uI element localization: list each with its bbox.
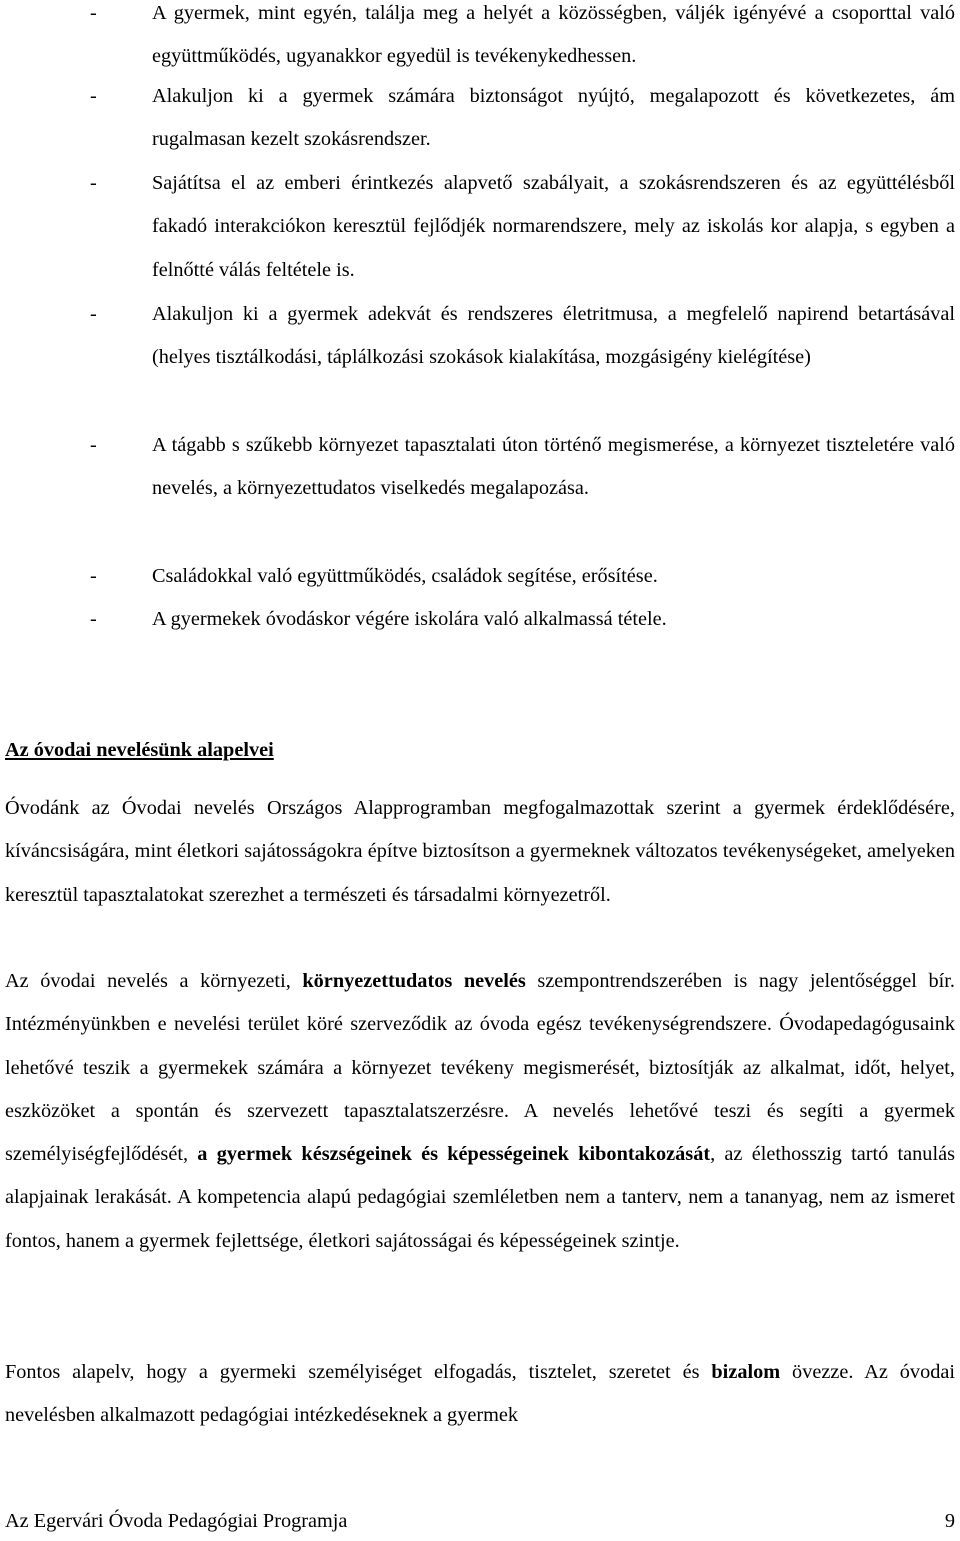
list-item-text: A gyermek, mint egyén, találja meg a helyét a közösségben, váljék igényévé a csoporttal való együttműködés, ugyanakkor egyedül is tevékenykedhessen. [152, 2, 955, 68]
list-dash: - [90, 608, 97, 630]
bold-phrase: a gyermek készségeinek és képességeinek kibontakozását [197, 1143, 711, 1166]
paragraph-text: Fontos alapelv, hogy a gyermeki személyiséget elfogadás, tisztelet, szeretet és [5, 1361, 712, 1383]
paragraph-trust [5, 1351, 955, 1438]
paragraph-intro: Óvodánk az Óvodai nevelés Országos Alapprogramban megfogalmazottak szerint a gyermek érdeklődésére, kíváncsiságára, mint életkori sajátosságokra építve biztosítson a gyermeknek változatos tevékenységeket, amelyeken keresztül tapasztalatokat szerezhet a természeti és társadalmi környezetről. [5, 797, 955, 906]
list-item-text: Alakuljon ki a gyermek számára biztonságot nyújtó, megalapozott és következetes, ám rugalmasan kezelt szokásrendszer. [152, 85, 955, 151]
list-dash: - [90, 434, 97, 456]
footer-title: Az Egervári Óvoda Pedagógiai Programja [5, 1510, 348, 1532]
list-item-text: Alakuljon ki a gyermek adekvát és rendszeres életritmusa, a megfelelő napirend betartásával (helyes tisztálkodási, táplálkozási szokások kialakítása, mozgásigény kielégítése) [152, 303, 955, 369]
list-item-text: Sajátítsa el az emberi érintkezés alapvető szabályait, a szokásrendszeren és az együttélésből fakadó interakciókon keresztül fejlődjék normarendszere, mely az iskolás kor alapja, s egyben a felnőtté válás feltétele is. [152, 172, 955, 281]
paragraph-text: , az élethosszig tartó tanulás alapjainak lerakását. A kompetencia alapú pedagógiai szemléletben nem a tanterv, nem a tananyag, nem az ismeret fontos, hanem a gyermek fejlettsége, életkori sajátosságai és képességeinek szintje. [5, 1143, 955, 1252]
bold-phrase: bizalom [711, 1361, 781, 1383]
list-dash: - [90, 303, 97, 325]
page-number: 9 [944, 1510, 955, 1532]
paragraph-text: szempontrendszerében is nagy jelentőséggel bír. Intézményünkben e nevelési terület köré szerveződik az óvoda egész tevékenységrendszere. Óvodapedagógusaink lehetővé teszik a gyermekek számára a környezet tevékeny megismerését, biztosítják az alkalmat, időt, helyet, eszközöket a spontán és szervezett tapasztalatszerzésre. A nevelés lehetővé teszi és segíti a gyermek személyiségfejlődését, [5, 970, 955, 1166]
paragraph-environmental-education [5, 960, 955, 1263]
list-dash: - [90, 85, 97, 107]
bold-phrase: környezettudatos nevelés [302, 970, 526, 992]
section-heading: Az óvodai nevelésünk alapelvei [5, 739, 274, 761]
list-item-text: A gyermekek óvodáskor végére iskolára való alkalmassá tétele. [152, 608, 667, 630]
list-item-text: A tágabb s szűkebb környezet tapasztalati úton történő megismerése, a környezet tiszteletére való nevelés, a környezettudatos viselkedés megalapozása. [152, 434, 955, 500]
list-item-text: Családokkal való együttműködés, családok segítése, erősítése. [152, 565, 658, 587]
list-dash: - [90, 2, 97, 24]
list-dash: - [90, 172, 97, 194]
paragraph-text: övezze. Az óvodai nevelésben alkalmazott pedagógiai intézkedéseknek a gyermek [5, 1361, 955, 1427]
list-dash: - [90, 565, 97, 587]
paragraph-text: Az óvodai nevelés a környezeti, [5, 970, 303, 992]
